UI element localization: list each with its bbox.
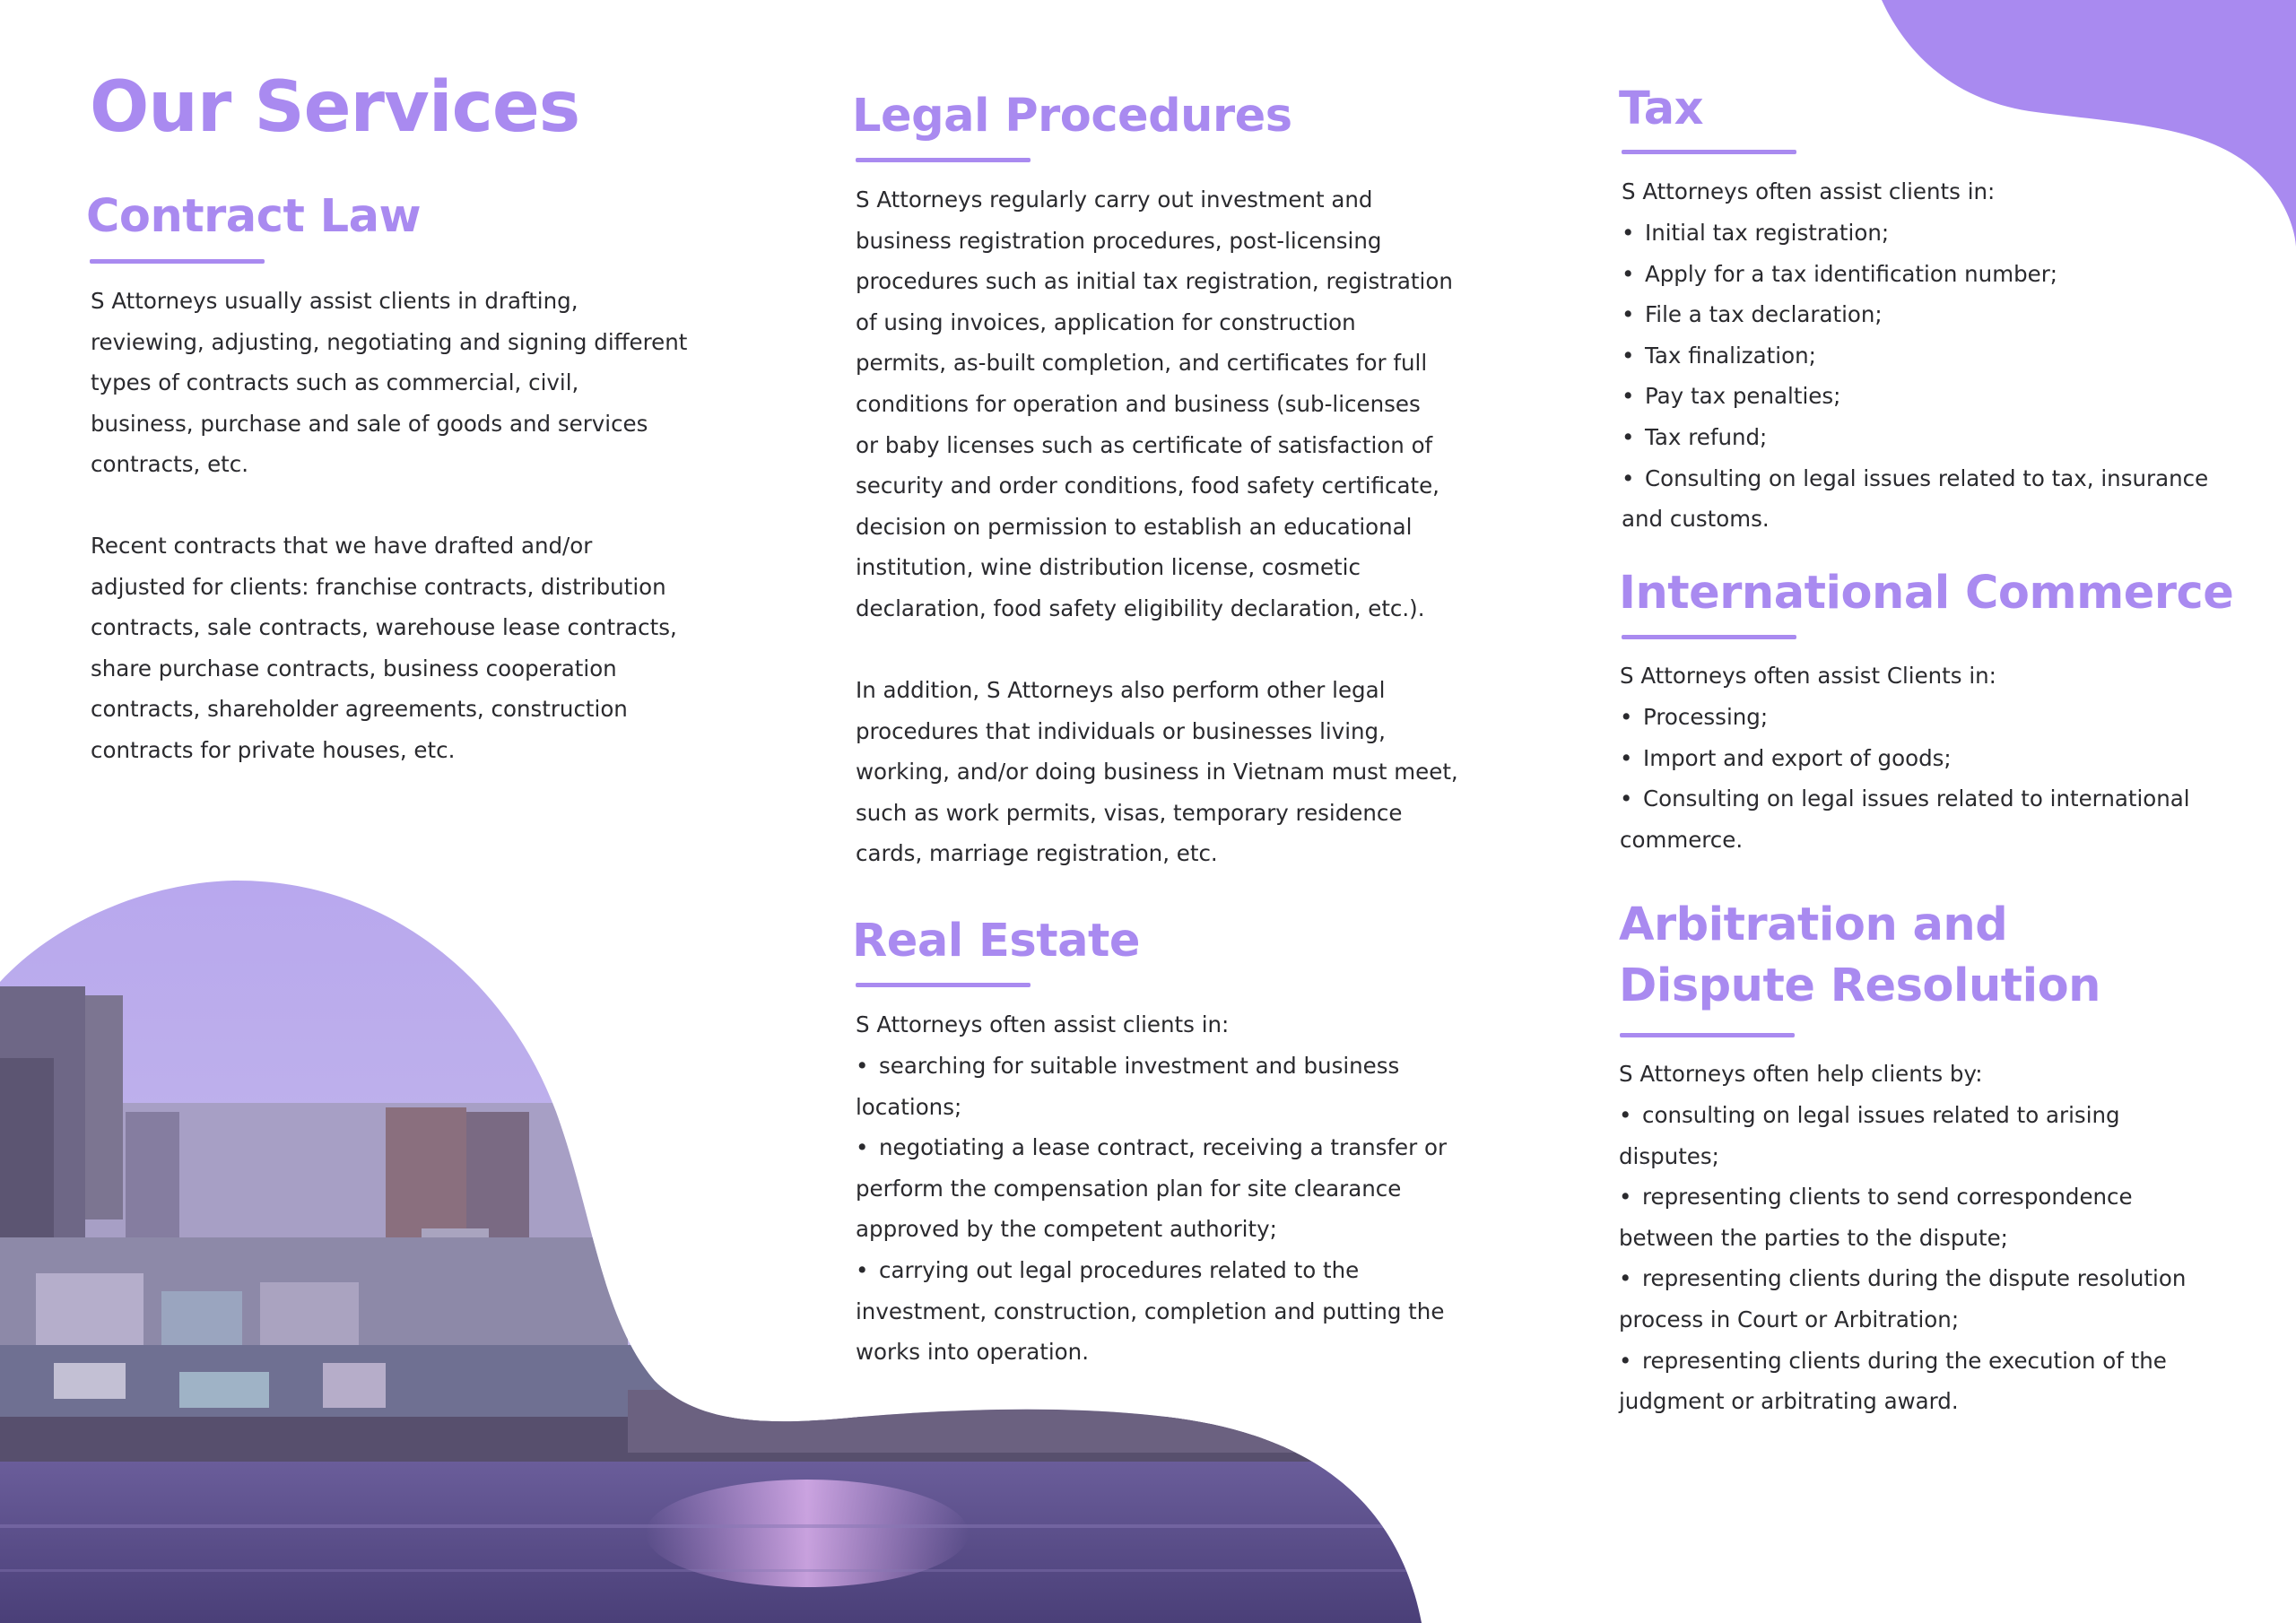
- list-item: • Consulting on legal issues related to international commerce.: [1620, 778, 2248, 860]
- legal-procedures-paragraph-2: In addition, S Attorneys also perform other legal procedures that individuals or businesses living, working, and/or doing business in Vietnam must meet, such as work permits, visas, temporary residence cards, marriage registration, etc.: [856, 677, 1458, 867]
- international-commerce-underline: [1622, 635, 1796, 639]
- tax-title: Tax: [1619, 82, 1704, 135]
- list-item: • carrying out legal procedures related to the investment, construction, completion and putting the works into operation.: [856, 1250, 1483, 1373]
- list-item: • searching for suitable investment and business locations;: [856, 1046, 1483, 1127]
- contract-law-title: Contract Law: [86, 190, 422, 243]
- page-title: Our Services: [90, 67, 580, 148]
- list-item: • Pay tax penalties;: [1622, 376, 2249, 417]
- international-commerce-list: [1620, 697, 2248, 860]
- international-commerce-title: International Commerce: [1619, 567, 2234, 620]
- list-item: • representing clients during the execution of the judgment or arbitrating award.: [1619, 1341, 2247, 1422]
- list-item: • representing clients to send correspondence between the parties to the dispute;: [1619, 1176, 2247, 1258]
- arbitration-intro: S Attorneys often help clients by:: [1619, 1061, 1983, 1087]
- legal-procedures-title: Legal Procedures: [852, 90, 1292, 143]
- list-item: • Consulting on legal issues related to tax, insurance and customs.: [1622, 458, 2249, 540]
- arbitration-list: [1619, 1095, 2247, 1422]
- list-item: • Tax finalization;: [1622, 335, 2249, 377]
- real-estate-underline: [856, 983, 1031, 987]
- list-item: • negotiating a lease contract, receiving a transfer or perform the compensation plan for site clearance approved by the competent authority;: [856, 1127, 1483, 1250]
- list-item: • File a tax declaration;: [1622, 294, 2249, 335]
- list-item: • Apply for a tax identification number;: [1622, 254, 2249, 295]
- real-estate-list: [856, 1046, 1483, 1373]
- legal-procedures-underline: [856, 158, 1031, 162]
- list-item: • Tax refund;: [1622, 417, 2249, 458]
- tax-underline: [1622, 150, 1796, 154]
- arbitration-title: Arbitration and Dispute Resolution: [1619, 898, 2100, 1012]
- list-item: • Import and export of goods;: [1620, 738, 2248, 779]
- list-item: • representing clients during the dispute resolution process in Court or Arbitration;: [1619, 1258, 2247, 1340]
- arbitration-underline: [1620, 1033, 1795, 1037]
- international-commerce-intro: S Attorneys often assist Clients in:: [1620, 663, 1996, 689]
- contract-law-underline: [90, 259, 265, 264]
- legal-procedures-paragraph-1: S Attorneys regularly carry out investment and business registration procedures, post-licensing procedures such as initial tax registration, registration of using invoices, application for construction permits, as-built completion, and certificates for full conditions for operation and business (sub-licenses or baby licenses such as certificate of satisfaction of security and order conditions, food safety certificate, decision on permission to establish an educational institution, wine distribution license, cosmetic declaration, food safety eligibility declaration, etc.).: [856, 187, 1453, 621]
- tax-list: [1622, 213, 2249, 540]
- list-item: • consulting on legal issues related to arising disputes;: [1619, 1095, 2247, 1176]
- real-estate-title: Real Estate: [852, 915, 1140, 968]
- real-estate-intro: S Attorneys often assist clients in:: [856, 1011, 1230, 1037]
- list-item: • Initial tax registration;: [1622, 213, 2249, 254]
- list-item: • Processing;: [1620, 697, 2248, 738]
- tax-intro: S Attorneys often assist clients in:: [1622, 178, 1996, 204]
- contract-law-paragraph-2: Recent contracts that we have drafted and/or adjusted for clients: franchise contracts, distribution contracts, sale contracts, warehouse lease contracts, share purchase contracts, business cooperation contracts, shareholder agreements, construction contracts for private houses, etc.: [91, 533, 677, 763]
- contract-law-paragraph-1: S Attorneys usually assist clients in drafting, reviewing, adjusting, negotiating and signing different types of contracts such as commercial, civil, business, purchase and sale of goods and services contracts, etc.: [91, 288, 688, 478]
